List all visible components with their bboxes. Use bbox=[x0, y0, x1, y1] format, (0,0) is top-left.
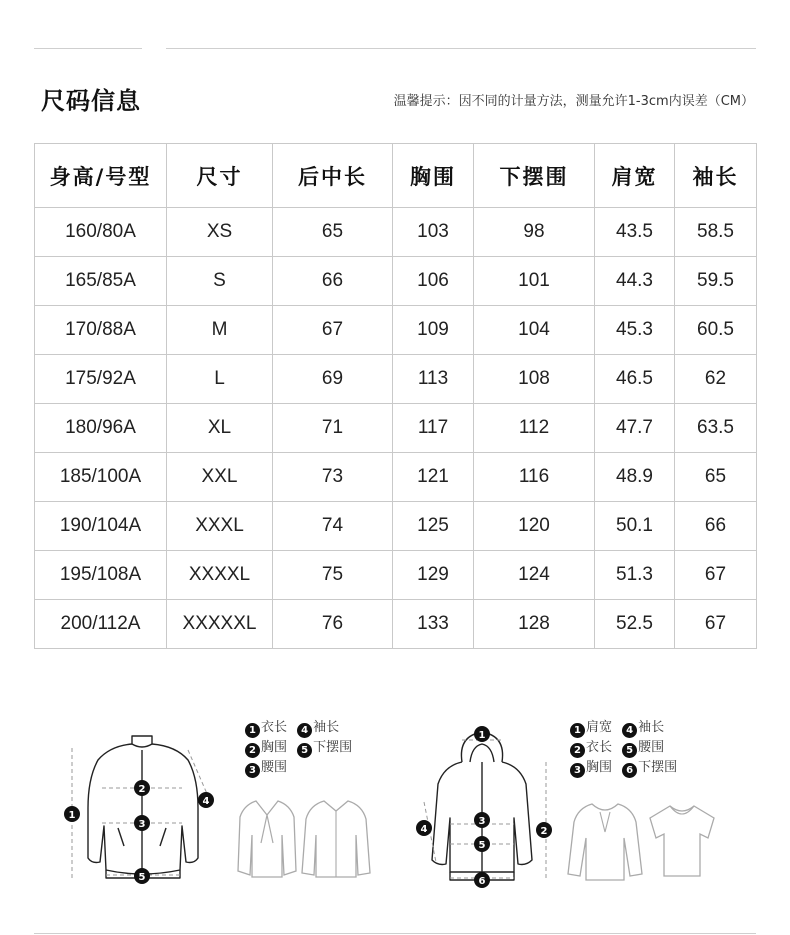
table-cell: 101 bbox=[474, 257, 595, 306]
table-cell: 48.9 bbox=[595, 453, 675, 502]
table-cell: 47.7 bbox=[595, 404, 675, 453]
legend-item: 5 下摆围 bbox=[297, 738, 352, 758]
table-cell: 74 bbox=[273, 502, 393, 551]
table-cell: 108 bbox=[474, 355, 595, 404]
header-height-type: 身高/号型 bbox=[35, 144, 167, 208]
table-cell: 51.3 bbox=[595, 551, 675, 600]
table-cell: 112 bbox=[474, 404, 595, 453]
table-cell: 63.5 bbox=[675, 404, 757, 453]
table-cell: 190/104A bbox=[35, 502, 167, 551]
table-cell: 66 bbox=[273, 257, 393, 306]
table-cell: 59.5 bbox=[675, 257, 757, 306]
table-cell: 66 bbox=[675, 502, 757, 551]
hoodie-measurement-diagram bbox=[410, 722, 560, 892]
table-cell: 180/96A bbox=[35, 404, 167, 453]
size-table bbox=[34, 143, 757, 649]
svg-text:4: 4 bbox=[420, 824, 428, 835]
table-cell: XL bbox=[167, 404, 273, 453]
measurement-tip: 温馨提示：因不同的计量方法，测量允许1-3cm内误差（CM） bbox=[393, 94, 754, 109]
legend-item: 4 袖长 bbox=[297, 718, 339, 738]
table-cell: 65 bbox=[273, 208, 393, 257]
table-cell: 121 bbox=[393, 453, 474, 502]
table-cell: L bbox=[167, 355, 273, 404]
table-cell: 67 bbox=[675, 600, 757, 649]
svg-text:1: 1 bbox=[68, 810, 76, 821]
table-cell: 120 bbox=[474, 502, 595, 551]
table-cell: 62 bbox=[675, 355, 757, 404]
table-cell: 69 bbox=[273, 355, 393, 404]
table-cell: 125 bbox=[393, 502, 474, 551]
header-hem: 下摆围 bbox=[474, 144, 595, 208]
table-cell: 103 bbox=[393, 208, 474, 257]
table-row bbox=[35, 551, 757, 600]
legend-item: 2 衣长 bbox=[570, 738, 612, 758]
table-cell: 129 bbox=[393, 551, 474, 600]
svg-text:5: 5 bbox=[478, 840, 486, 851]
diagram-markers-left bbox=[64, 780, 214, 884]
table-cell: 67 bbox=[273, 306, 393, 355]
legend-item: 6 下摆围 bbox=[622, 758, 677, 778]
t-shirt-icon bbox=[646, 800, 718, 880]
table-cell: 195/108A bbox=[35, 551, 167, 600]
table-cell: 170/88A bbox=[35, 306, 167, 355]
table-cell: 65 bbox=[675, 453, 757, 502]
table-cell: 185/100A bbox=[35, 453, 167, 502]
table-cell: 128 bbox=[474, 600, 595, 649]
table-row bbox=[35, 404, 757, 453]
table-row bbox=[35, 257, 757, 306]
header-back-length: 后中长 bbox=[273, 144, 393, 208]
bottom-divider bbox=[34, 933, 756, 934]
table-cell: 44.3 bbox=[595, 257, 675, 306]
table-cell: 116 bbox=[474, 453, 595, 502]
svg-text:3: 3 bbox=[478, 816, 486, 827]
legend-item: 3 腰围 bbox=[245, 758, 287, 778]
svg-text:2: 2 bbox=[138, 784, 146, 795]
header-chest: 胸围 bbox=[393, 144, 474, 208]
table-cell: XXXL bbox=[167, 502, 273, 551]
header-size: 尺寸 bbox=[167, 144, 273, 208]
shirt-icon bbox=[300, 795, 372, 880]
legend-item: 2 胸围 bbox=[245, 738, 287, 758]
table-cell: XXXXL bbox=[167, 551, 273, 600]
table-cell: 75 bbox=[273, 551, 393, 600]
table-cell: 46.5 bbox=[595, 355, 675, 404]
svg-text:5: 5 bbox=[138, 872, 146, 883]
svg-text:6: 6 bbox=[478, 876, 486, 887]
svg-text:3: 3 bbox=[138, 819, 146, 830]
table-cell: 43.5 bbox=[595, 208, 675, 257]
legend-item: 3 胸围 bbox=[570, 758, 612, 778]
long-sleeve-tee-icon bbox=[566, 798, 644, 883]
svg-text:2: 2 bbox=[540, 826, 548, 837]
svg-text:1: 1 bbox=[478, 730, 486, 741]
jacket-measurement-diagram bbox=[58, 728, 230, 890]
legend-left bbox=[245, 718, 375, 778]
table-cell: 52.5 bbox=[595, 600, 675, 649]
page-title: 尺码信息 bbox=[41, 87, 141, 115]
table-cell: 98 bbox=[474, 208, 595, 257]
table-cell: 165/85A bbox=[35, 257, 167, 306]
table-cell: 60.5 bbox=[675, 306, 757, 355]
table-row bbox=[35, 208, 757, 257]
table-cell: 117 bbox=[393, 404, 474, 453]
table-cell: 106 bbox=[393, 257, 474, 306]
top-divider-left bbox=[34, 48, 142, 49]
table-cell: 124 bbox=[474, 551, 595, 600]
table-cell: 45.3 bbox=[595, 306, 675, 355]
legend-item: 5 腰围 bbox=[622, 738, 664, 758]
svg-text:4: 4 bbox=[202, 796, 210, 807]
table-cell: XXL bbox=[167, 453, 273, 502]
header-shoulder: 肩宽 bbox=[595, 144, 675, 208]
table-cell: 58.5 bbox=[675, 208, 757, 257]
legend-item: 1 肩宽 bbox=[570, 718, 612, 738]
blazer-icon bbox=[236, 795, 298, 880]
table-cell: 71 bbox=[273, 404, 393, 453]
legend-right bbox=[570, 718, 720, 778]
table-row bbox=[35, 306, 757, 355]
table-cell: 67 bbox=[675, 551, 757, 600]
table-cell: XXXXXL bbox=[167, 600, 273, 649]
table-row bbox=[35, 502, 757, 551]
header-sleeve: 袖长 bbox=[675, 144, 757, 208]
legend-item: 1 衣长 bbox=[245, 718, 287, 738]
table-cell: 175/92A bbox=[35, 355, 167, 404]
table-cell: M bbox=[167, 306, 273, 355]
table-cell: 160/80A bbox=[35, 208, 167, 257]
table-row bbox=[35, 355, 757, 404]
table-cell: 113 bbox=[393, 355, 474, 404]
table-cell: 133 bbox=[393, 600, 474, 649]
table-row bbox=[35, 453, 757, 502]
table-cell: XS bbox=[167, 208, 273, 257]
top-divider-right bbox=[166, 48, 756, 49]
legend-item: 4 袖长 bbox=[622, 718, 664, 738]
table-cell: 109 bbox=[393, 306, 474, 355]
table-header-row bbox=[35, 144, 757, 208]
table-row bbox=[35, 600, 757, 649]
table-cell: 104 bbox=[474, 306, 595, 355]
table-cell: 200/112A bbox=[35, 600, 167, 649]
table-cell: 50.1 bbox=[595, 502, 675, 551]
table-cell: 76 bbox=[273, 600, 393, 649]
table-cell: S bbox=[167, 257, 273, 306]
table-cell: 73 bbox=[273, 453, 393, 502]
